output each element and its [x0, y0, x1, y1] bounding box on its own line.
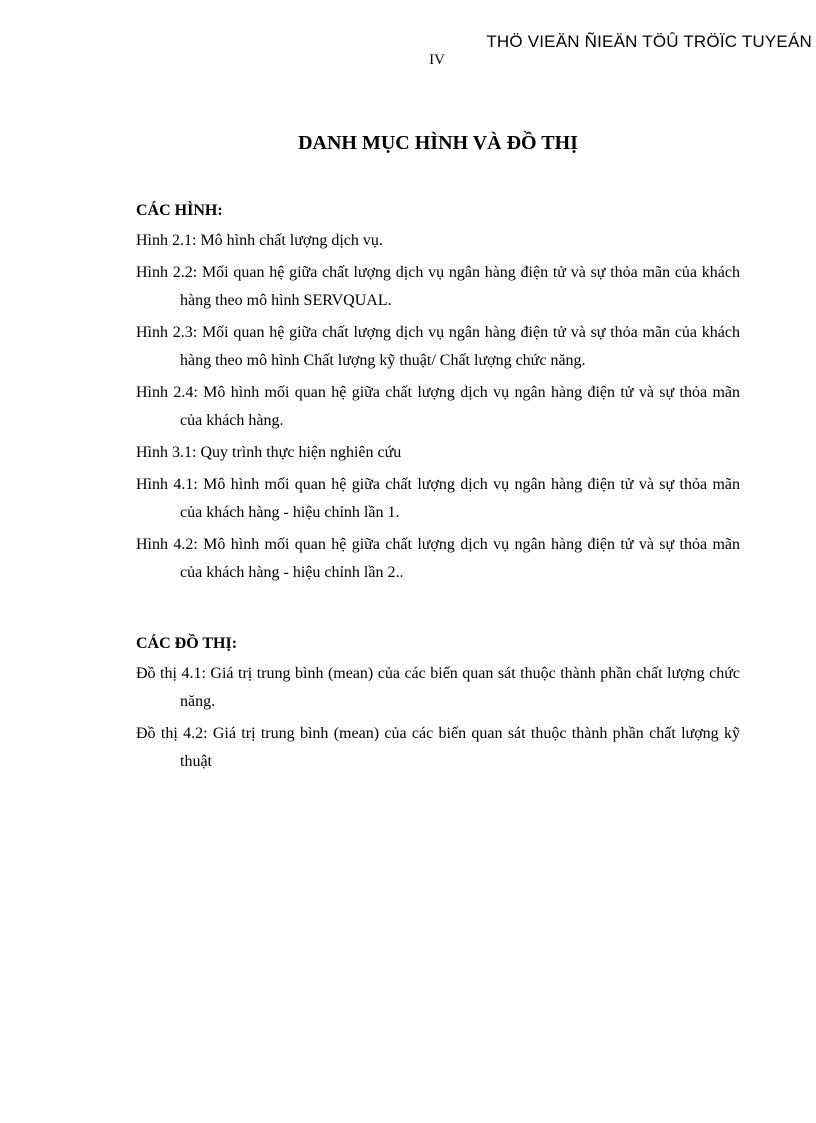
watermark-text: THÖ VIEÄN ÑIEÄN TÖÛ TRÖÏC TUYEÁN	[486, 32, 812, 51]
figures-heading: CÁC HÌNH:	[136, 202, 223, 219]
figures-list	[136, 227, 740, 587]
figure-entry: Hình 4.1: Mô hình mối quan hệ giữa chất lượng dịch vụ ngân hàng điện tử và sự thỏa mãn của khách hàng - hiệu chỉnh lần 1.	[136, 476, 740, 521]
page-title: DANH MỤC HÌNH VÀ ĐỒ THỊ	[298, 132, 578, 154]
charts-list	[136, 660, 740, 776]
figure-entry: Hình 2.1: Mô hình chất lượng dịch vụ.	[136, 232, 383, 249]
figure-entry: Hình 2.4: Mô hình mối quan hệ giữa chất lượng dịch vụ ngân hàng điện tử và sự thỏa mãn của khách hàng.	[136, 384, 740, 429]
figure-entry: Hình 2.3: Mối quan hệ giữa chất lượng dịch vụ ngân hàng điện tử và sự thỏa mãn của khách hàng theo mô hình Chất lượng kỹ thuật/ Chất lượng chức năng.	[136, 324, 740, 369]
figure-entry: Hình 2.2: Mối quan hệ giữa chất lượng dịch vụ ngân hàng điện tử và sự thỏa mãn của khách hàng theo mô hình SERVQUAL.	[136, 264, 740, 309]
figure-entry: Hình 4.2: Mô hình mối quan hệ giữa chất lượng dịch vụ ngân hàng điện tử và sự thỏa mãn của khách hàng - hiệu chỉnh lần 2..	[136, 536, 740, 581]
figure-entry: Hình 3.1: Quy trình thực hiện nghiên cứu	[136, 444, 402, 461]
list-of-figures-body	[136, 198, 740, 780]
chart-entry: Đồ thị 4.1: Giá trị trung bình (mean) của các biến quan sát thuộc thành phần chất lượng chức năng.	[136, 665, 740, 710]
chart-entry: Đồ thị 4.2: Giá trị trung bình (mean) của các biến quan sát thuộc thành phần chất lượng kỹ thuật	[136, 725, 740, 770]
charts-section	[136, 631, 740, 776]
page-number: IV	[429, 52, 445, 68]
figures-section	[136, 198, 740, 587]
charts-heading: CÁC ĐỒ THỊ:	[136, 635, 238, 652]
